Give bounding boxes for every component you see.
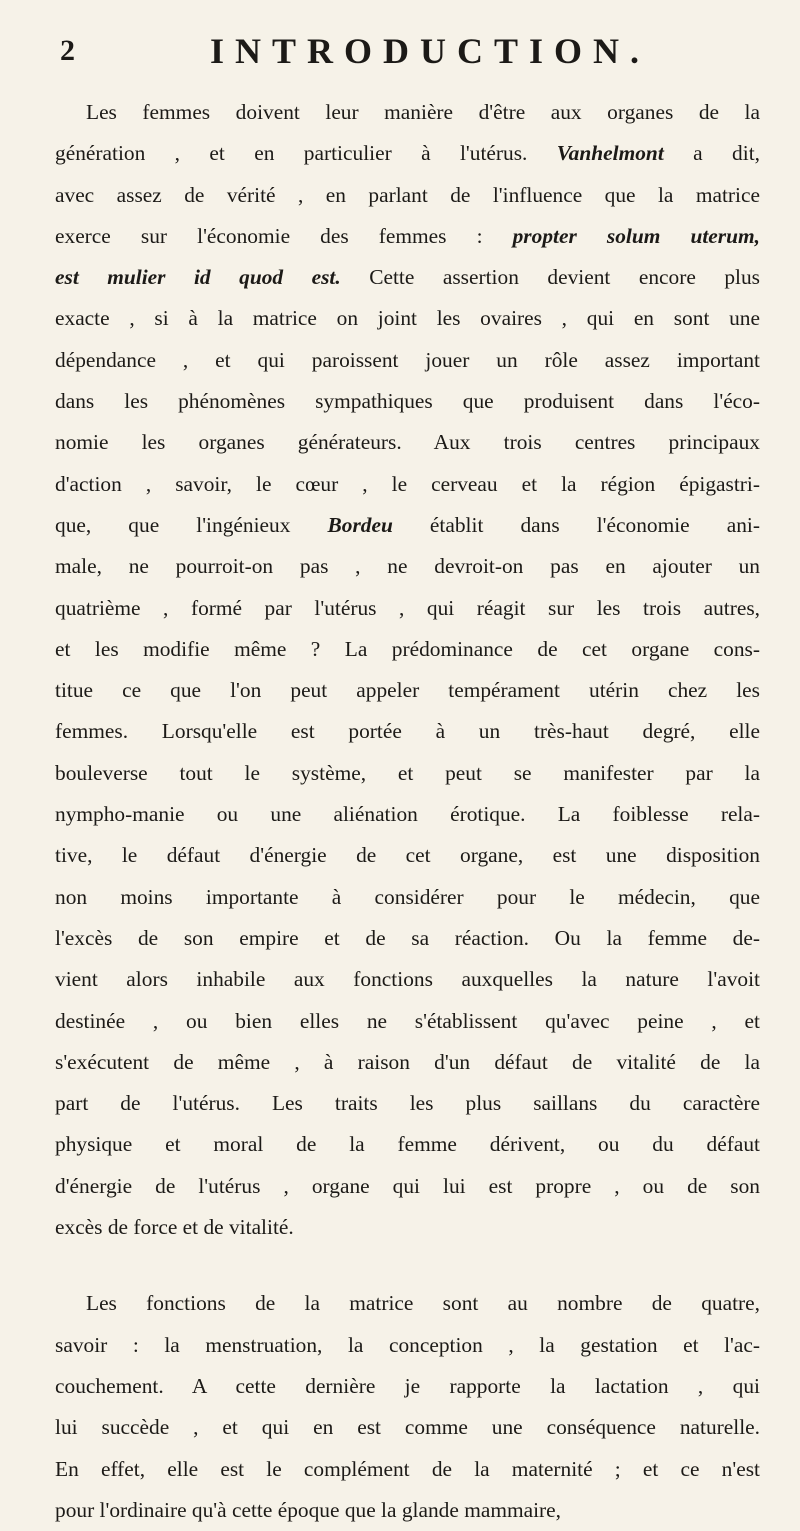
text-line [55,1042,760,1083]
text-run: dépendance , et qui paroissent jouer un rôle assez important [55,347,760,372]
body-text [55,92,760,1531]
text-run: dans les phénomènes sympathiques que produisent dans l'éco- [55,389,760,414]
text-line [55,1325,760,1366]
page-header [60,30,760,80]
italic-text: propter solum uterum, [512,223,761,248]
text-run: tive, le défaut d'énergie de cet organe, est une disposition [55,843,760,868]
text-run: couchement. A cette dernière je rapporte la lactation , qui [55,1373,760,1398]
text-run: exacte , si à la matrice on joint les ovaires , qui en sont une [55,306,760,331]
text-run: part de l'utérus. Les traits les plus saillans du caractère [55,1091,760,1116]
text-line [55,753,760,794]
paragraph [55,1283,760,1531]
text-run: que, que l'ingénieux [55,512,328,537]
text-run: nomie les organes générateurs. Aux trois centres principaux [55,430,760,455]
text-line [55,1001,760,1042]
text-line [55,670,760,711]
text-run: avec assez de vérité , en parlant de l'influence que la matrice [55,182,760,207]
text-line [55,505,760,546]
text-run: physique et moral de la femme dérivent, ou du défaut [55,1132,760,1157]
text-line [55,464,760,505]
running-title: INTRODUCTION. [210,31,651,71]
text-line [55,1207,760,1248]
text-run: excès de force et de vitalité. [55,1215,294,1240]
paragraph [55,92,760,1248]
text-line [55,711,760,752]
text-line [55,340,760,381]
text-line [55,1407,760,1448]
text-run: nympho-manie ou une aliénation érotique. La foiblesse rela- [55,802,760,827]
text-run: vient alors inhabile aux fonctions auxquelles la nature l'avoit [55,967,760,992]
text-run: savoir : la menstruation, la conception , la gestation et l'ac- [55,1332,760,1357]
text-line [55,133,760,174]
text-run: l'excès de son empire et de sa réaction. Ou la femme de- [55,925,760,950]
text-line [55,298,760,339]
text-run: Cette assertion devient encore plus [340,265,760,290]
text-run: male, ne pourroit-on pas , ne devroit-on pas en ajouter un [55,554,760,579]
italic-text: est mulier id quod est. [55,265,341,290]
text-run: non moins importante à considérer pour le médecin, que [55,884,760,909]
text-line [55,1166,760,1207]
text-line [55,216,760,257]
text-line [55,877,760,918]
text-run: d'action , savoir, le cœur , le cerveau et la région épigastri- [55,471,760,496]
italic-text: Vanhelmont [556,141,664,166]
text-run: pour l'ordinaire qu'à cette époque que la glande mammaire, [55,1497,562,1522]
text-run: quatrième , formé par l'utérus , qui réagit sur les trois autres, [55,595,760,620]
text-run: destinée , ou bien elles ne s'établissent qu'avec peine , et [55,1008,760,1033]
text-line [55,381,760,422]
text-run: titue ce que l'on peut appeler tempérament utérin chez les [55,678,760,703]
text-run: lui succède , et qui en est comme une conséquence naturelle. [55,1415,760,1440]
italic-text: Bordeu [327,512,393,537]
text-run: Les femmes doivent leur manière d'être aux organes de la [86,100,760,124]
text-line [55,588,760,629]
text-run: établit dans l'économie ani- [392,512,761,537]
page-number: 2 [60,34,75,67]
text-line [55,546,760,587]
text-run: bouleverse tout le système, et peut se manifester par la [55,760,760,785]
text-run: femmes. Lorsqu'elle est portée à un très-haut degré, elle [55,719,760,744]
text-line [55,959,760,1000]
text-line [55,835,760,876]
text-run: En effet, elle est le complément de la maternité ; et ce n'est [55,1456,760,1481]
text-line [55,175,760,216]
text-line [55,92,760,133]
text-run: génération , et en particulier à l'utérus. [55,141,557,166]
text-line [55,918,760,959]
text-run: s'exécutent de même , à raison d'un défaut de vitalité de la [55,1049,760,1074]
text-run: Les fonctions de la matrice sont au nombre de quatre, [86,1291,760,1316]
text-run: et les modifie même ? La prédominance de cet organe cons- [55,636,760,661]
text-line [55,1490,760,1531]
text-line [55,794,760,835]
text-line [55,422,760,463]
text-line [55,629,760,670]
text-run: a dit, [663,141,760,166]
text-line [55,1083,760,1124]
text-line [55,1366,760,1407]
text-run: exerce sur l'économie des femmes : [55,223,513,248]
text-line [55,1283,760,1324]
text-line [55,257,760,298]
text-line [55,1449,760,1490]
text-line [55,1124,760,1165]
text-run: d'énergie de l'utérus , organe qui lui est propre , ou de son [55,1173,760,1198]
